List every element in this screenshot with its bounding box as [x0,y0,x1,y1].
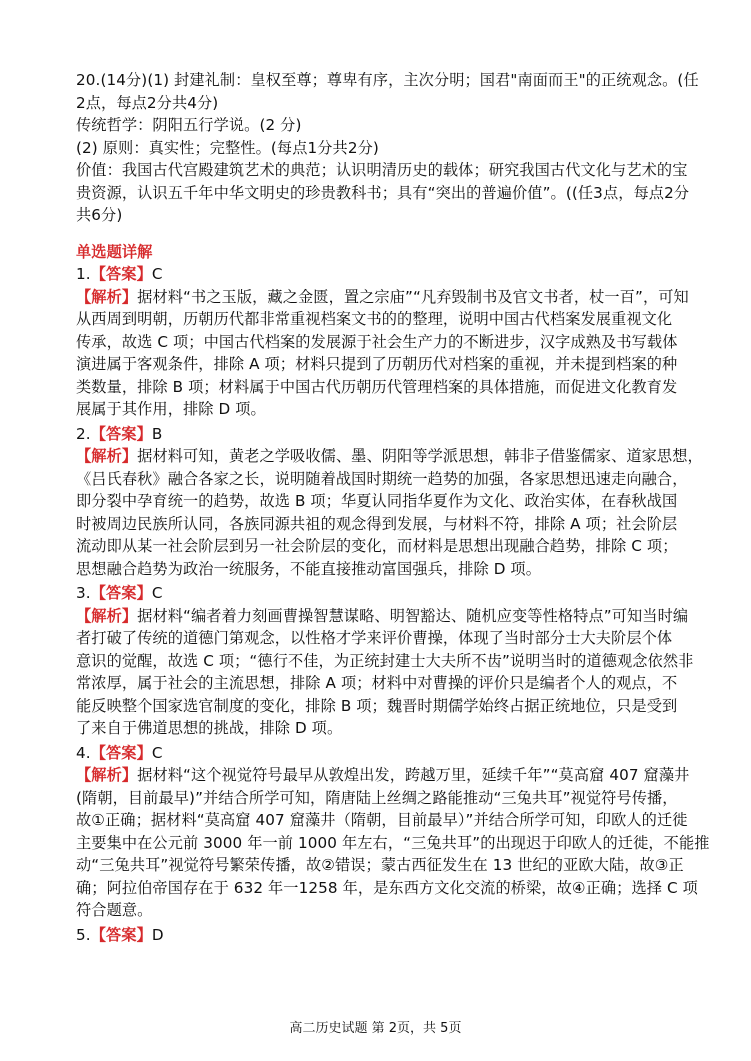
analysis-line [76,376,686,398]
answer-letter: D [151,925,164,944]
analysis-text: 从西周到明朝，历朝历代都非常重视档案文书的的整理，说明中国古代档案发展重视文化 [76,310,673,328]
answer-tag: 【答案】 [90,265,152,283]
answer-row [76,263,686,285]
answer-text: 2点，每点2分共4分) [76,93,219,112]
analysis-tag: 【解析】 [76,447,138,465]
analysis-text: 展属于其作用，排除 D 项。 [76,400,266,418]
answer-text: (2) 原则：真实性；完整性。(每点1分共2分) [76,138,379,157]
analysis-line [76,899,686,921]
analysis-line [76,877,698,899]
analysis-line [76,764,690,786]
question-number: 5. [76,925,91,944]
analysis-text: 据材料可知，黄老之学吸收儒、墨、阴阳等学派思想，韩非子借鉴儒家、道家思想， [137,447,703,465]
analysis-line [76,650,694,672]
analysis-line [76,832,710,854]
analysis-text: 了来自于佛道思想的挑战，排除 D 项。 [76,719,343,737]
answer-row [76,742,686,764]
analysis-line [76,809,686,831]
analysis-text: 据材料“这个视觉符号最早从敦煌出发，跨越万里，延续千年”“莫高窟 407 窟藻井 [137,766,690,784]
answer-letter: C [151,743,163,762]
analysis-text: 即分裂中孕育统一的趋势，故选 B 项；华夏认同指华夏作为文化、政治实体，在春秋战国 [76,492,678,510]
answer-tag: 【答案】 [90,424,152,443]
analysis-line [76,672,686,694]
answer-line [76,114,686,136]
section-title [76,241,686,263]
analysis-line [76,535,686,557]
analysis-text: 思想融合趋势为政治一统服务，不能直接推动富国强兵，排除 D 项。 [76,559,541,578]
analysis-line [76,286,689,308]
analysis-text: 故①正确；据材料“莫高窟 407 窟藻井（隋朝，目前最早）”并结合所学可知，印欧人的迁徙 [76,811,688,829]
analysis-tag: 【解析】 [76,287,138,306]
analysis-line [76,308,686,330]
answer-row [76,582,686,604]
analysis-text: 能反映整个国家选官制度的变化，排除 B 项；魏晋时期儒学始终占据正统地位，只是受到 [76,696,678,715]
analysis-text: (隋朝，目前最早)”并结合所学可知，隋唐陆上丝绸之路能推动“三兔共耳”视觉符号传播， [76,788,678,807]
answer-line [76,159,686,181]
analysis-text: 主要集中在公元前 3000 年一前 1000 年左右，“三兔共耳”的出现迟于印欧人的迁徙，不能推 [76,833,710,852]
analysis-line [76,717,686,739]
analysis-text: 据材料“编者着力刻画曹操智慧谋略、明智豁达、随机应变等性格特点”可知当时编 [137,606,689,625]
question-number: 4. [76,743,91,762]
answer-line [76,69,699,91]
answer-text: 贵资源，认识五千年中华文明史的珍贵教科书；具有“突出的普遍价值”。((任3点，每点2分 [76,183,690,202]
page-footer: 高二历史试题 第 2页，共 5页 [289,1021,462,1036]
answer-row [76,423,686,445]
analysis-text: 者打破了传统的道德门第观念，以性格才学来评价曹操，体现了当时部分士大夫阶层个体 [76,629,673,647]
answer-letter: B [151,424,163,443]
analysis-line [76,353,686,375]
analysis-text: 常浓厚，属于社会的主流思想，排除 A 项；材料中对曹操的评价只是编者个人的观点，不 [76,674,678,692]
analysis-text: 意识的觉醒，故选 C 项；“德行不佳，为正统封建士大夫所不齿”说明当时的道德观念依然非 [76,651,694,670]
analysis-line [76,331,686,353]
analysis-line [76,468,686,490]
analysis-line [76,787,686,809]
answer-letter: C [151,584,163,602]
answer-text: 价值：我国古代宫殿建筑艺术的典范；认识明清历史的载体；研究我国古代文化与艺术的宝 [76,161,688,179]
answer-tag: 【答案】 [90,584,152,602]
answer-text: 20.(14分)(1) 封建礼制：皇权至尊；尊卑有序，主次分明；国君"南面而王"的正统观念。(任 [76,71,699,89]
question-number: 2. [76,424,91,443]
analysis-text: 演进属于客观条件，排除 A 项；材料只提到了历朝历代对档案的重视，并未提到档案的种 [76,355,678,373]
analysis-line [76,445,703,467]
answer-line [76,137,686,159]
analysis-line [76,490,686,512]
analysis-line [76,605,689,627]
answer-letter: C [151,265,163,283]
answer-line [76,92,686,114]
analysis-line [76,695,686,717]
analysis-line [76,398,686,420]
question-number: 3. [76,584,91,602]
answer-text: 传统哲学：阴阳五行学说。(2 分) [76,116,302,134]
analysis-text: 确；阿拉伯帝国存在于 632 年一1258 年，是东西方文化交流的桥梁，故④正确；选择 C 项 [76,878,698,897]
analysis-tag: 【解析】 [76,606,138,625]
answer-tag: 【答案】 [90,743,152,762]
analysis-text: 动“三兔共耳”视觉符号繁荣传播，故②错误；蒙古西征发生在 13 世纪的亚欧大陆，故③正 [76,856,684,874]
answer-text: 共6分) [76,206,123,224]
analysis-text: 时被周边民族所认同，各族同源共祖的观念得到发展，与材料不符，排除 A 项；社会阶层 [76,514,678,533]
analysis-line [76,854,686,876]
analysis-text: 类数量，排除 B 项；材料属于中国古代历朝历代管理档案的具体措施，而促进文化教育发 [76,377,678,396]
answer-row [76,924,686,946]
analysis-text: 符合题意。 [76,901,153,919]
answer-line [76,182,690,204]
analysis-text: 传承，故选 C 项；中国古代档案的发展源于社会生产力的不断进步，汉字成熟及书写载体 [76,332,678,351]
analysis-line [76,513,686,535]
answer-tag: 【答案】 [90,925,152,944]
analysis-line [76,627,686,649]
analysis-tag: 【解析】 [76,766,138,784]
analysis-text: 《吕氏春秋》融合各家之长，说明随着战国时期统一趋势的加强，各家思想迅速走向融合， [76,469,688,488]
section-title-text: 单选题详解 [76,242,153,261]
analysis-line [76,558,686,580]
question-number: 1. [76,265,91,283]
analysis-text: 流动即从某一社会阶层到另一社会阶层的变化，而材料是思想出现融合趋势，排除 C 项； [76,537,678,555]
answer-line [76,204,686,226]
analysis-text: 据材料“书之玉版，藏之金匮，置之宗庙”“凡弃毁制书及官文书者，杖一百”，可知 [137,287,689,306]
